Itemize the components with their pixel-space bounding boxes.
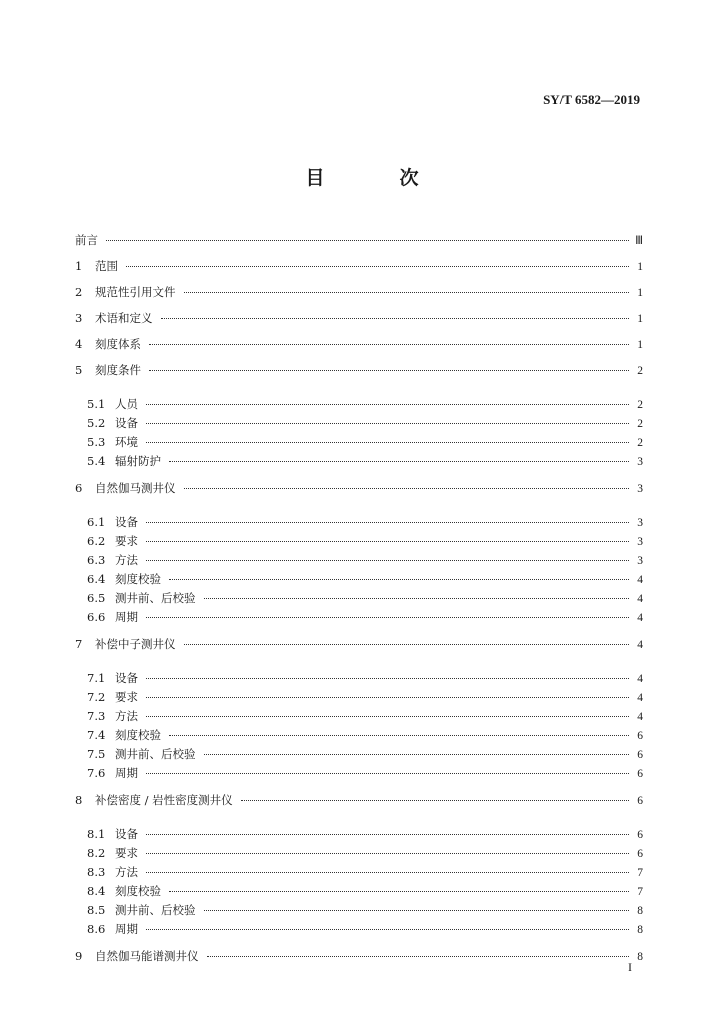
page-number: I (628, 960, 632, 974)
toc-entry-number: 6.2 (87, 534, 106, 548)
toc-dot-leader (149, 344, 629, 345)
toc-entry-page: 4 (637, 612, 643, 624)
toc-dot-leader (204, 754, 630, 755)
toc-entry[interactable] (75, 765, 643, 784)
toc-entry[interactable] (75, 921, 643, 940)
toc-entry-title: 范围 (95, 259, 118, 273)
toc-entry-number: 6.1 (87, 515, 106, 529)
toc-entry-title: 测井前、后校验 (115, 903, 196, 917)
toc-entry-number: 8.6 (87, 922, 106, 936)
toc-entry-page: 6 (637, 768, 643, 780)
toc-entry-title: 测井前、后校验 (115, 591, 196, 605)
toc-entry-number: 6.5 (87, 591, 106, 605)
toc-entry-number: 7.4 (87, 728, 106, 742)
toc-entry-page: 7 (637, 886, 643, 898)
toc-entry-title: 方法 (115, 865, 138, 879)
toc-entry[interactable] (75, 883, 643, 902)
toc-entry-page: Ⅲ (635, 235, 643, 247)
toc-entry-title: 要求 (115, 846, 138, 860)
toc-entry-page: 3 (637, 483, 643, 495)
toc-entry-page: 6 (637, 795, 643, 807)
toc-dot-leader (146, 929, 629, 930)
toc-dot-leader (146, 541, 629, 542)
toc-entry-page: 4 (637, 639, 643, 651)
toc-entry[interactable] (75, 232, 643, 258)
toc-entry-number: 7 (75, 637, 83, 651)
toc-entry-title: 要求 (115, 690, 138, 704)
toc-entry-title: 自然伽马能谱测井仪 (95, 949, 199, 963)
toc-entry-page: 1 (637, 261, 643, 273)
toc-dot-leader (169, 579, 629, 580)
toc-entry-title: 设备 (115, 515, 138, 529)
toc-entry[interactable] (75, 864, 643, 883)
toc-group-gap (75, 662, 643, 670)
toc-entry-number: 2 (75, 285, 83, 299)
toc-entry-page: 3 (637, 555, 643, 567)
toc-dot-leader (146, 716, 629, 717)
toc-entry-title: 刻度体系 (95, 337, 141, 351)
toc-entry-page: 6 (637, 829, 643, 841)
toc-entry-number: 5.2 (87, 416, 106, 430)
toc-entry-title: 辐射防护 (115, 454, 161, 468)
toc-dot-leader (146, 872, 629, 873)
toc-entry[interactable] (75, 636, 643, 662)
toc-entry-title: 方法 (115, 709, 138, 723)
toc-entry-page: 1 (637, 287, 643, 299)
toc-entry-title: 补偿密度 / 岩性密度测井仪 (95, 793, 233, 807)
toc-entry-number: 5 (75, 363, 83, 377)
toc-entry[interactable] (75, 590, 643, 609)
toc-entry[interactable] (75, 689, 643, 708)
table-of-contents (75, 232, 643, 974)
toc-entry-page: 7 (637, 867, 643, 879)
toc-entry-title: 周期 (115, 766, 138, 780)
toc-entry-title: 规范性引用文件 (95, 285, 176, 299)
toc-entry-page: 4 (637, 593, 643, 605)
toc-dot-leader (161, 318, 630, 319)
toc-entry-page: 3 (637, 536, 643, 548)
toc-entry-title: 术语和定义 (95, 311, 153, 325)
toc-group-gap (75, 388, 643, 396)
toc-entry-page: 6 (637, 848, 643, 860)
toc-entry[interactable] (75, 746, 643, 765)
toc-entry-number: 5.4 (87, 454, 106, 468)
toc-entry-page: 8 (637, 951, 643, 963)
toc-entry-page: 6 (637, 749, 643, 761)
toc-entry-title: 要求 (115, 534, 138, 548)
toc-entry[interactable] (75, 310, 643, 336)
toc-entry-number: 8.3 (87, 865, 106, 879)
toc-entry[interactable] (75, 552, 643, 571)
toc-entry-page: 4 (637, 692, 643, 704)
toc-entry-number: 7.5 (87, 747, 106, 761)
toc-dot-leader (146, 697, 629, 698)
toc-entry-number: 9 (75, 949, 83, 963)
toc-dot-leader (146, 853, 629, 854)
toc-entry[interactable] (75, 396, 643, 415)
toc-dot-leader (146, 834, 629, 835)
standard-code: SY/T 6582—2019 (543, 92, 640, 107)
toc-entry-page: 1 (637, 313, 643, 325)
toc-entry-number: 5.1 (87, 397, 106, 411)
toc-entry-number: 6 (75, 481, 83, 495)
toc-dot-leader (184, 644, 630, 645)
toc-entry-page: 4 (637, 574, 643, 586)
toc-entry[interactable] (75, 514, 643, 533)
toc-entry-page: 2 (637, 399, 643, 411)
toc-entry-number: 1 (75, 259, 83, 273)
toc-dot-leader (146, 423, 629, 424)
toc-entry[interactable] (75, 362, 643, 388)
toc-entry-number: 8.1 (87, 827, 106, 841)
toc-entry-title: 周期 (115, 922, 138, 936)
toc-entry[interactable] (75, 727, 643, 746)
toc-group-gap (75, 506, 643, 514)
toc-group-gap (75, 818, 643, 826)
toc-entry-page: 4 (637, 711, 643, 723)
toc-entry[interactable] (75, 415, 643, 434)
toc-entry-page: 2 (637, 437, 643, 449)
toc-entry[interactable] (75, 453, 643, 472)
toc-entry[interactable] (75, 948, 643, 974)
toc-entry-title: 刻度校验 (115, 572, 161, 586)
toc-dot-leader (146, 522, 629, 523)
toc-entry-title: 人员 (115, 397, 138, 411)
toc-entry-number: 6.6 (87, 610, 106, 624)
toc-entry-title: 刻度校验 (115, 728, 161, 742)
toc-entry[interactable] (75, 708, 643, 727)
toc-entry-title: 设备 (115, 827, 138, 841)
toc-dot-leader (106, 240, 629, 241)
toc-entry-number: 7.3 (87, 709, 106, 723)
toc-entry-title: 自然伽马测井仪 (95, 481, 176, 495)
toc-entry-number: 4 (75, 337, 83, 351)
toc-entry-number: 5.3 (87, 435, 106, 449)
toc-entry-page: 2 (637, 418, 643, 430)
toc-entry[interactable] (75, 845, 643, 864)
toc-entry-number: 8.4 (87, 884, 106, 898)
toc-entry-page: 3 (637, 456, 643, 468)
toc-dot-leader (184, 292, 630, 293)
toc-entry-number: 7.1 (87, 671, 106, 685)
toc-entry-number: 7.6 (87, 766, 106, 780)
toc-dot-leader (169, 891, 629, 892)
toc-entry[interactable] (75, 434, 643, 453)
toc-entry-title: 设备 (115, 416, 138, 430)
toc-entry-number: 6.3 (87, 553, 106, 567)
toc-entry[interactable] (75, 609, 643, 628)
toc-entry-title: 周期 (115, 610, 138, 624)
toc-entry-number: 3 (75, 311, 83, 325)
toc-entry[interactable] (75, 258, 643, 284)
toc-dot-leader (184, 488, 630, 489)
toc-entry[interactable] (75, 533, 643, 552)
toc-entry-page: 8 (637, 924, 643, 936)
toc-entry-page: 3 (637, 517, 643, 529)
toc-entry-title: 补偿中子测井仪 (95, 637, 176, 651)
toc-entry-title: 刻度校验 (115, 884, 161, 898)
toc-dot-leader (146, 442, 629, 443)
toc-dot-leader (126, 266, 629, 267)
toc-entry[interactable] (75, 792, 643, 818)
toc-entry[interactable] (75, 902, 643, 921)
toc-entry-number: 6.4 (87, 572, 106, 586)
toc-entry-title: 前言 (75, 233, 98, 247)
toc-group-gap (75, 472, 643, 480)
toc-entry-page: 1 (637, 339, 643, 351)
toc-entry-page: 2 (637, 365, 643, 377)
toc-entry[interactable] (75, 670, 643, 689)
toc-dot-leader (207, 956, 630, 957)
toc-dot-leader (146, 678, 629, 679)
toc-dot-leader (146, 617, 629, 618)
toc-entry-number: 7.2 (87, 690, 106, 704)
toc-entry-page: 8 (637, 905, 643, 917)
toc-dot-leader (149, 370, 629, 371)
toc-group-gap (75, 784, 643, 792)
page-title: 目 次 (305, 167, 447, 189)
toc-dot-leader (169, 735, 629, 736)
toc-dot-leader (241, 800, 629, 801)
toc-group-gap (75, 940, 643, 948)
toc-entry[interactable] (75, 284, 643, 310)
toc-dot-leader (146, 404, 629, 405)
toc-group-gap (75, 628, 643, 636)
toc-entry[interactable] (75, 826, 643, 845)
toc-entry-title: 刻度条件 (95, 363, 141, 377)
toc-entry-number: 8 (75, 793, 83, 807)
toc-dot-leader (146, 560, 629, 561)
toc-entry-number: 8.2 (87, 846, 106, 860)
toc-dot-leader (204, 598, 630, 599)
toc-entry[interactable] (75, 480, 643, 506)
toc-entry-number: 8.5 (87, 903, 106, 917)
toc-entry[interactable] (75, 336, 643, 362)
toc-entry-page: 6 (637, 730, 643, 742)
toc-entry-page: 4 (637, 673, 643, 685)
toc-dot-leader (169, 461, 629, 462)
toc-dot-leader (146, 773, 629, 774)
toc-dot-leader (204, 910, 630, 911)
toc-entry-title: 环境 (115, 435, 138, 449)
toc-entry-title: 设备 (115, 671, 138, 685)
toc-entry[interactable] (75, 571, 643, 590)
toc-entry-title: 测井前、后校验 (115, 747, 196, 761)
toc-entry-title: 方法 (115, 553, 138, 567)
